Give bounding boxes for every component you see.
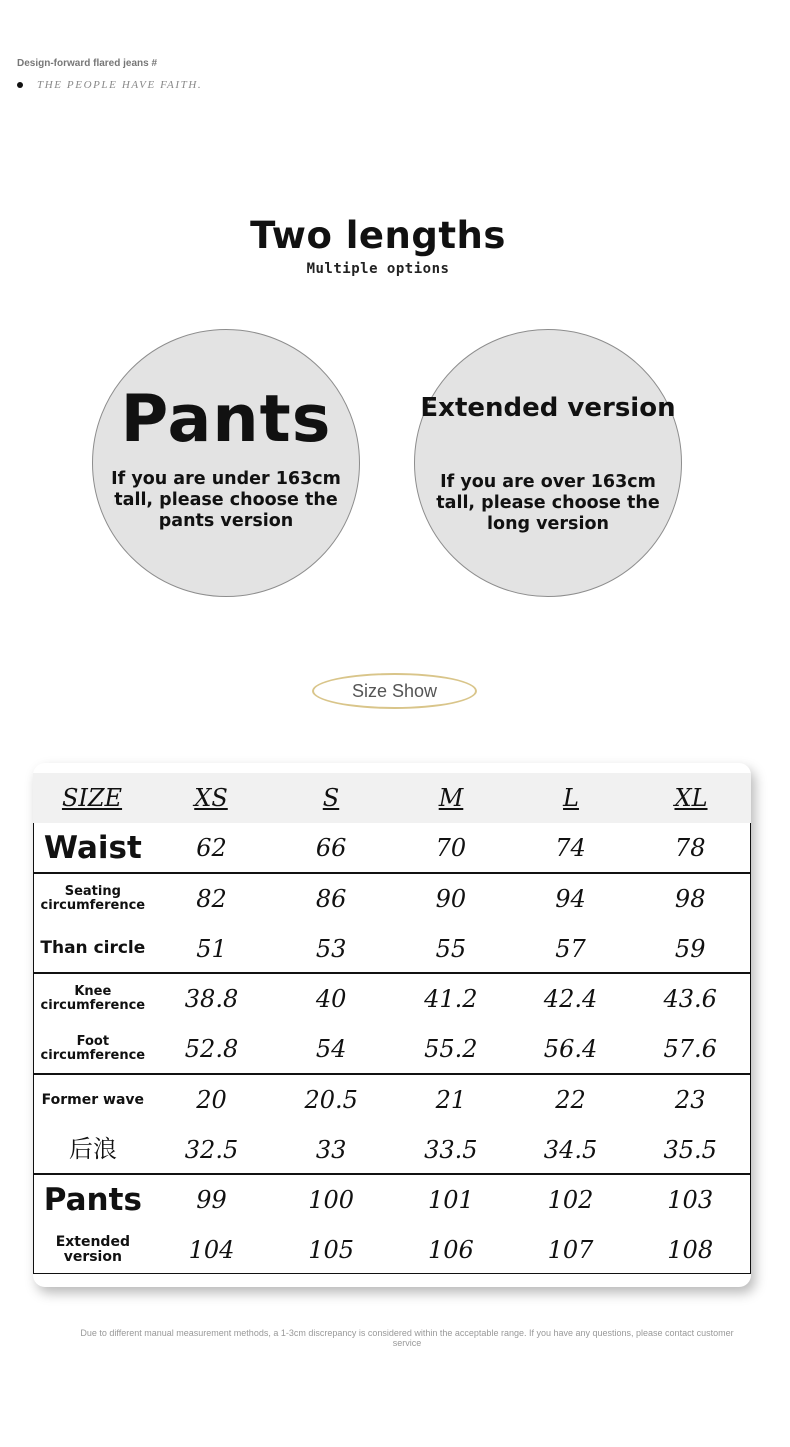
- pants-version-circle: [92, 329, 360, 597]
- extended-version-circle: [414, 329, 682, 597]
- brand-line: Design-forward flared jeans #: [17, 58, 158, 69]
- row-label: Pants: [43, 1181, 142, 1218]
- table-cell: 55: [435, 935, 467, 963]
- table-row: [34, 1125, 750, 1175]
- table-cell: 70: [435, 834, 467, 862]
- table-row: [34, 1225, 750, 1275]
- table-cell: 57.6: [663, 1035, 717, 1063]
- table-cell: 94: [555, 885, 586, 913]
- page-subtitle: Multiple options: [306, 261, 450, 277]
- table-cell: 100: [308, 1186, 355, 1214]
- table-cell: 56.4: [543, 1035, 598, 1063]
- header-cell-m: M: [438, 784, 464, 812]
- table-group-wave: [33, 1074, 751, 1174]
- table-row: [34, 1075, 750, 1125]
- header-cell-xs: XS: [194, 784, 228, 812]
- table-cell: 32.5: [184, 1136, 239, 1164]
- pants-version-title: Pants: [120, 382, 332, 457]
- size-show-badge: Size Show: [312, 673, 477, 709]
- table-group-seating: [33, 873, 751, 973]
- table-row: [34, 924, 750, 974]
- table-group-length: [33, 1174, 751, 1274]
- table-cell: 33.5: [424, 1136, 478, 1164]
- table-cell: 20.5: [304, 1086, 358, 1114]
- table-row: [34, 823, 750, 873]
- table-cell: 55.2: [424, 1035, 478, 1063]
- header-cell-s: S: [322, 784, 340, 812]
- extended-version-description: If you are over 163cm tall, please choose the long version: [436, 472, 660, 534]
- tagline: THE PEOPLE HAVE FAITH.: [37, 79, 203, 91]
- row-label: Than circle: [40, 938, 146, 959]
- page-title: Two lengths: [250, 214, 506, 257]
- table-cell: 52.8: [184, 1035, 239, 1063]
- size-table-card: [33, 763, 751, 1287]
- table-row: [34, 974, 750, 1024]
- table-cell: 66: [315, 834, 347, 862]
- bullet-dot-icon: [17, 82, 23, 88]
- header-cell-size: SIZE: [61, 784, 123, 812]
- row-label: Former wave: [41, 1091, 145, 1108]
- table-cell: 103: [667, 1186, 714, 1214]
- table-cell: 57: [555, 935, 586, 963]
- table-cell: 78: [674, 834, 706, 862]
- table-cell: 98: [674, 885, 706, 913]
- table-cell: 34.5: [543, 1136, 598, 1164]
- header-cell-l: L: [563, 784, 579, 812]
- table-cell: 35.5: [663, 1136, 717, 1164]
- table-group-waist: [33, 823, 751, 873]
- table-row: [34, 874, 750, 924]
- table-cell: 33: [315, 1136, 347, 1164]
- row-label: Extended version: [55, 1234, 130, 1265]
- header-cell-xl: XL: [674, 784, 708, 812]
- table-cell: 101: [427, 1186, 474, 1214]
- table-cell: 23: [674, 1086, 706, 1114]
- table-cell: 106: [427, 1236, 474, 1264]
- table-row: [34, 1024, 750, 1074]
- row-label: Foot circumference: [40, 1034, 146, 1063]
- table-cell: 40: [315, 985, 347, 1013]
- table-cell: 59: [674, 935, 706, 963]
- table-cell: 41.2: [424, 985, 478, 1013]
- table-cell: 42.4: [543, 985, 598, 1013]
- table-cell: 108: [667, 1236, 714, 1264]
- table-cell: 20: [196, 1086, 227, 1114]
- row-label: 后浪: [68, 1135, 117, 1164]
- table-cell: 62: [196, 834, 227, 862]
- table-cell: 51: [196, 935, 227, 963]
- row-label: Waist: [43, 829, 142, 866]
- table-cell: 102: [547, 1186, 594, 1214]
- table-cell: 90: [435, 885, 467, 913]
- table-cell: 53: [315, 935, 347, 963]
- table-cell: 43.6: [663, 985, 717, 1013]
- tagline-row: [17, 79, 202, 91]
- table-cell: 74: [555, 834, 586, 862]
- table-cell: 21: [435, 1086, 467, 1114]
- table-group-knee-foot: [33, 973, 751, 1074]
- measurement-disclaimer: Due to different manual measurement methods, a 1-3cm discrepancy is considered within the acceptable range. If you have any questions, please contact customer service: [80, 1328, 734, 1348]
- table-cell: 107: [547, 1236, 594, 1264]
- table-row: [34, 1175, 750, 1225]
- pants-version-description: If you are under 163cm tall, please choose the pants version: [111, 469, 341, 531]
- table-cell: 82: [196, 885, 227, 913]
- table-cell: 22: [555, 1086, 586, 1114]
- extended-version-title: Extended version: [420, 393, 676, 423]
- table-cell: 38.8: [184, 985, 239, 1013]
- row-label: Knee circumference: [40, 984, 146, 1013]
- size-table-header: [33, 773, 751, 823]
- table-cell: 86: [315, 885, 347, 913]
- table-cell: 104: [188, 1236, 235, 1264]
- row-label: Seating circumference: [40, 884, 146, 913]
- table-cell: 54: [315, 1035, 347, 1063]
- table-cell: 99: [196, 1186, 227, 1214]
- table-cell: 105: [308, 1236, 355, 1264]
